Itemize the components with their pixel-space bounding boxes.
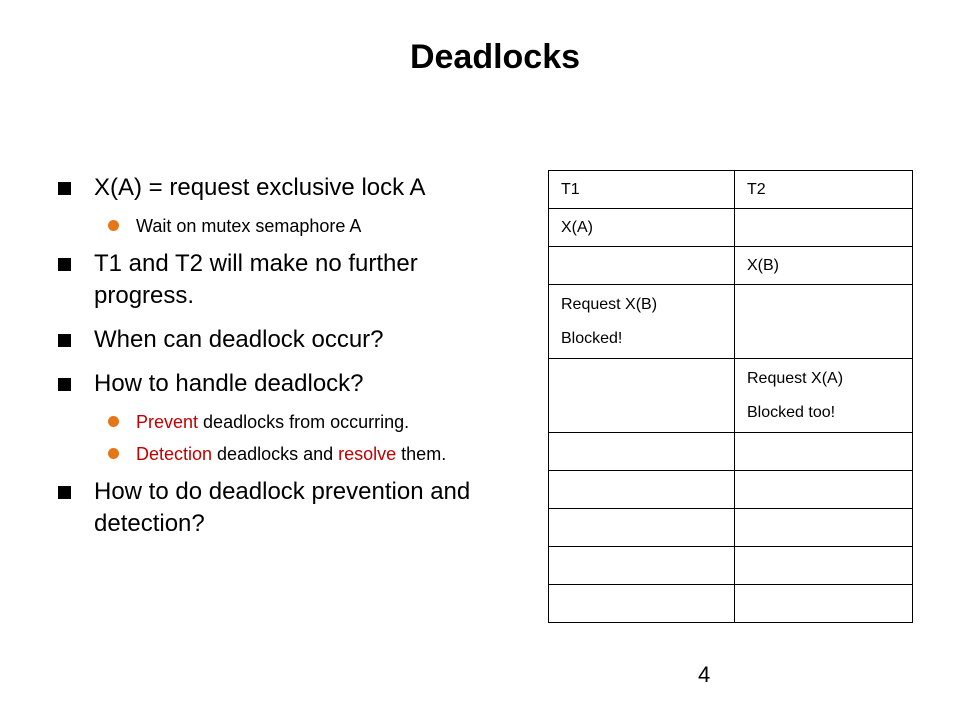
table-row: [549, 247, 913, 285]
bullet-text: How to do deadlock prevention and detection?: [94, 478, 471, 537]
bullet-item: [58, 172, 518, 204]
table-cell: [549, 247, 735, 285]
table-row: [549, 509, 913, 547]
table-cell: [549, 359, 735, 433]
bullet-list: [58, 172, 518, 552]
table-cell: [549, 585, 735, 623]
bullet-item: [58, 476, 518, 540]
dot-bullet-icon: [108, 448, 119, 459]
table-row: [549, 359, 913, 433]
table-cell: [549, 471, 735, 509]
dot-bullet-icon: [108, 416, 119, 427]
table-cell: [735, 359, 913, 433]
cell-line: Request X(A): [747, 369, 844, 387]
table-row: [549, 547, 913, 585]
table-cell: X(A): [549, 209, 735, 247]
table-cell: X(B): [735, 247, 913, 285]
table-cell: [735, 547, 913, 585]
square-bullet-icon: [58, 334, 71, 347]
sub-bullet-text: them.: [396, 444, 447, 464]
table-row: [549, 471, 913, 509]
table-cell: [735, 285, 913, 359]
sub-bullet-text: Wait on mutex semaphore A: [136, 216, 362, 236]
square-bullet-icon: [58, 378, 71, 391]
dot-bullet-icon: [108, 220, 119, 231]
square-bullet-icon: [58, 486, 71, 499]
slide-title: Deadlocks: [409, 38, 581, 76]
bullet-text: When can deadlock occur?: [94, 326, 384, 353]
highlight-text: Prevent: [136, 412, 199, 432]
lock-schedule-table: [548, 170, 913, 623]
table-header-row: [549, 171, 913, 209]
table-row: [549, 285, 913, 359]
table-cell: [549, 509, 735, 547]
table-cell: [735, 585, 913, 623]
table-cell: [735, 433, 913, 471]
page-number: 4: [698, 662, 711, 687]
table-header: T1: [549, 171, 735, 209]
table-cell: [549, 285, 735, 359]
sub-bullet-item: [58, 212, 518, 240]
cell-line: Blocked too!: [747, 403, 836, 421]
cell-line: Blocked!: [561, 329, 623, 347]
sub-bullet-item: [58, 408, 518, 436]
bullet-item: [58, 324, 518, 356]
bullet-text: How to handle deadlock?: [94, 370, 364, 397]
table-cell: [735, 509, 913, 547]
cell-line: Request X(B): [561, 295, 658, 313]
bullet-text: X(A) = request exclusive lock A: [94, 174, 426, 201]
square-bullet-icon: [58, 258, 71, 271]
sub-bullet-text: deadlocks and: [212, 444, 339, 464]
table-cell: [549, 547, 735, 585]
bullet-text: T1 and T2 will make no further progress.: [94, 250, 418, 309]
table-cell: [549, 433, 735, 471]
square-bullet-icon: [58, 182, 71, 195]
table-cell: [735, 209, 913, 247]
highlight-text: Detection: [136, 444, 213, 464]
table-header: T2: [735, 171, 913, 209]
table-row: [549, 433, 913, 471]
table-row: [549, 585, 913, 623]
table-cell: [735, 471, 913, 509]
bullet-item: [58, 248, 518, 312]
sub-bullet-text: deadlocks from occurring.: [198, 412, 410, 432]
table-row: [549, 209, 913, 247]
highlight-text: resolve: [338, 444, 397, 464]
bullet-item: [58, 368, 518, 400]
sub-bullet-item: [58, 440, 518, 468]
